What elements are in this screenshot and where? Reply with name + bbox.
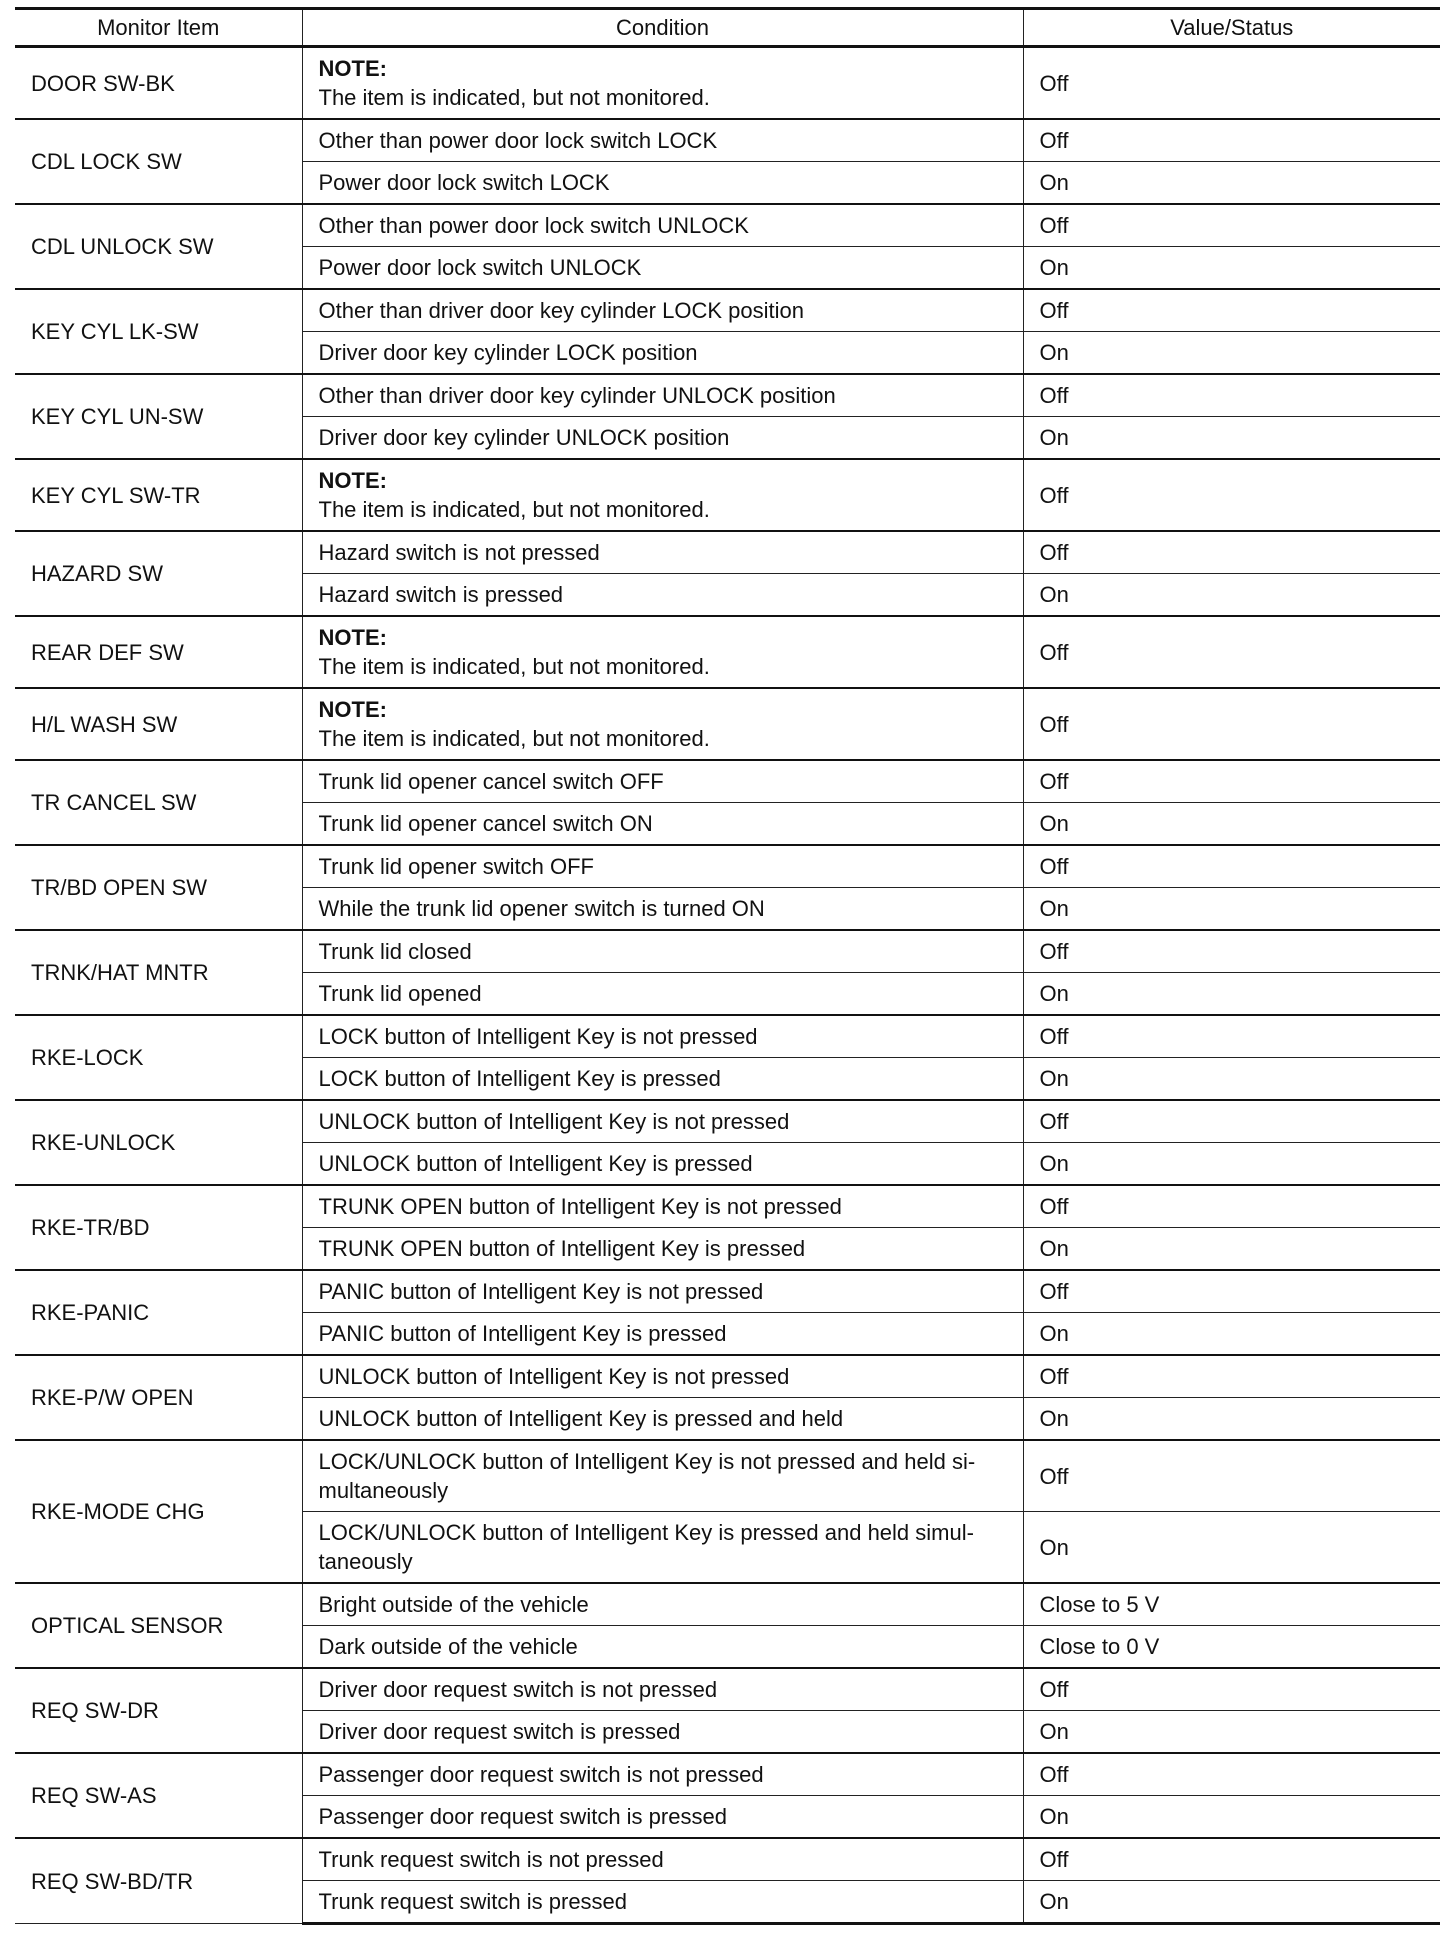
table-row [15, 1440, 1440, 1512]
value-status-cell: Off [1023, 760, 1440, 803]
value-status-cell: Close to 0 V [1023, 1626, 1440, 1669]
value-status-cell: Off [1023, 845, 1440, 888]
condition-cell [302, 204, 1023, 247]
table-body [15, 47, 1440, 1924]
condition-text: The item is indicated, but not monitored. [318, 654, 710, 679]
monitor-item-cell: KEY CYL SW-TR [15, 459, 302, 531]
condition-cell [302, 1143, 1023, 1186]
monitor-item-cell: RKE-TR/BD [15, 1185, 302, 1270]
value-status-cell: Off [1023, 688, 1440, 760]
table-row [15, 616, 1440, 688]
condition-text: Trunk lid opened [318, 981, 482, 1006]
table-row [15, 289, 1440, 332]
condition-cell [302, 247, 1023, 290]
monitor-item-cell: REQ SW-DR [15, 1668, 302, 1753]
table-row [15, 688, 1440, 760]
table-row [15, 1355, 1440, 1398]
monitor-item-cell: TRNK/HAT MNTR [15, 930, 302, 1015]
condition-cell [302, 417, 1023, 460]
condition-cell [302, 1626, 1023, 1669]
table-row [15, 1753, 1440, 1796]
condition-text: Hazard switch is not pressed [318, 540, 600, 565]
header-condition: Condition [302, 9, 1023, 47]
condition-cell [302, 119, 1023, 162]
header-monitor-item: Monitor Item [15, 9, 302, 47]
value-status-cell: Off [1023, 289, 1440, 332]
header-value-status: Value/Status [1023, 9, 1440, 47]
condition-text: Trunk request switch is pressed [318, 1889, 628, 1914]
condition-cell [302, 374, 1023, 417]
condition-text: Other than power door lock switch LOCK [318, 128, 718, 153]
monitor-item-cell: RKE-LOCK [15, 1015, 302, 1100]
table-header [15, 9, 1440, 47]
condition-text: Driver door key cylinder LOCK position [318, 340, 698, 365]
condition-cell [302, 1398, 1023, 1441]
condition-cell [302, 1838, 1023, 1881]
condition-cell [302, 1270, 1023, 1313]
condition-text: PANIC button of Intelligent Key is pressed [318, 1321, 727, 1346]
value-status-cell: Off [1023, 47, 1440, 120]
value-status-cell: Off [1023, 930, 1440, 973]
condition-cell [302, 531, 1023, 574]
value-status-cell: On [1023, 1881, 1440, 1924]
condition-text: Other than driver door key cylinder LOCK position [318, 298, 804, 323]
condition-cell [302, 930, 1023, 973]
condition-text: TRUNK OPEN button of Intelligent Key is not pressed [318, 1194, 842, 1219]
value-status-cell: Off [1023, 1100, 1440, 1143]
condition-text: UNLOCK button of Intelligent Key is not pressed [318, 1364, 790, 1389]
condition-cell [302, 1058, 1023, 1101]
monitor-item-cell: KEY CYL LK-SW [15, 289, 302, 374]
condition-cell [302, 459, 1023, 531]
value-status-cell: Off [1023, 1838, 1440, 1881]
value-status-cell: On [1023, 803, 1440, 846]
value-status-cell: On [1023, 973, 1440, 1016]
table-row [15, 930, 1440, 973]
value-status-cell: Close to 5 V [1023, 1583, 1440, 1626]
condition-cell [302, 1228, 1023, 1271]
value-status-cell: On [1023, 1058, 1440, 1101]
note-heading: NOTE: [318, 697, 387, 722]
monitor-item-cell: CDL UNLOCK SW [15, 204, 302, 289]
condition-text: LOCK/UNLOCK button of Intelligent Key is not pressed and held si-multaneously [318, 1449, 976, 1503]
value-status-cell: On [1023, 1398, 1440, 1441]
table-row [15, 374, 1440, 417]
table-row [15, 459, 1440, 531]
condition-text: UNLOCK button of Intelligent Key is pressed and held [318, 1406, 844, 1431]
value-status-cell: On [1023, 888, 1440, 931]
condition-text: Driver door request switch is pressed [318, 1719, 681, 1744]
condition-text: Power door lock switch LOCK [318, 170, 610, 195]
value-status-cell: Off [1023, 1270, 1440, 1313]
table-row [15, 1015, 1440, 1058]
value-status-cell: Off [1023, 374, 1440, 417]
monitor-item-cell: RKE-PANIC [15, 1270, 302, 1355]
value-status-cell: Off [1023, 459, 1440, 531]
table-row [15, 1270, 1440, 1313]
condition-text: LOCK button of Intelligent Key is not pressed [318, 1024, 758, 1049]
condition-cell [302, 1583, 1023, 1626]
monitor-item-table-container [15, 7, 1440, 1925]
condition-cell [302, 47, 1023, 120]
value-status-cell: Off [1023, 1668, 1440, 1711]
monitor-item-table [15, 7, 1440, 1925]
condition-cell [302, 1796, 1023, 1839]
condition-cell [302, 1512, 1023, 1584]
monitor-item-cell: RKE-P/W OPEN [15, 1355, 302, 1440]
condition-cell [302, 1440, 1023, 1512]
condition-text: PANIC button of Intelligent Key is not pressed [318, 1279, 764, 1304]
condition-text: TRUNK OPEN button of Intelligent Key is pressed [318, 1236, 806, 1261]
condition-text: Other than driver door key cylinder UNLOCK position [318, 383, 836, 408]
value-status-cell: Off [1023, 119, 1440, 162]
table-row [15, 1185, 1440, 1228]
condition-text: Passenger door request switch is pressed [318, 1804, 727, 1829]
condition-text: UNLOCK button of Intelligent Key is pressed [318, 1151, 753, 1176]
condition-text: Trunk lid opener cancel switch ON [318, 811, 653, 836]
condition-cell [302, 1185, 1023, 1228]
table-row [15, 1668, 1440, 1711]
value-status-cell: Off [1023, 1440, 1440, 1512]
value-status-cell: On [1023, 332, 1440, 375]
value-status-cell: On [1023, 247, 1440, 290]
value-status-cell: On [1023, 574, 1440, 617]
condition-text: Dark outside of the vehicle [318, 1634, 578, 1659]
value-status-cell: On [1023, 417, 1440, 460]
condition-cell [302, 803, 1023, 846]
value-status-cell: On [1023, 1143, 1440, 1186]
monitor-item-cell: CDL LOCK SW [15, 119, 302, 204]
table-row [15, 119, 1440, 162]
monitor-item-cell: REQ SW-BD/TR [15, 1838, 302, 1924]
table-row [15, 1100, 1440, 1143]
table-row [15, 204, 1440, 247]
condition-cell [302, 1881, 1023, 1924]
condition-text: Hazard switch is pressed [318, 582, 564, 607]
condition-cell [302, 973, 1023, 1016]
note-heading: NOTE: [318, 625, 387, 650]
note-heading: NOTE: [318, 468, 387, 493]
condition-cell [302, 1355, 1023, 1398]
condition-cell [302, 888, 1023, 931]
monitor-item-cell: TR/BD OPEN SW [15, 845, 302, 930]
condition-text: Trunk lid closed [318, 939, 472, 964]
condition-cell [302, 574, 1023, 617]
monitor-item-cell: REAR DEF SW [15, 616, 302, 688]
condition-cell [302, 1668, 1023, 1711]
condition-text: The item is indicated, but not monitored. [318, 85, 710, 110]
monitor-item-cell: HAZARD SW [15, 531, 302, 616]
condition-text: While the trunk lid opener switch is turned ON [318, 896, 765, 921]
condition-text: Power door lock switch UNLOCK [318, 255, 642, 280]
table-row [15, 1583, 1440, 1626]
table-row [15, 845, 1440, 888]
monitor-item-cell: H/L WASH SW [15, 688, 302, 760]
condition-cell [302, 332, 1023, 375]
value-status-cell: On [1023, 1512, 1440, 1584]
condition-text: Passenger door request switch is not pressed [318, 1762, 764, 1787]
condition-cell [302, 760, 1023, 803]
value-status-cell: Off [1023, 1753, 1440, 1796]
condition-text: The item is indicated, but not monitored. [318, 497, 710, 522]
condition-text: Trunk request switch is not pressed [318, 1847, 664, 1872]
value-status-cell: On [1023, 1711, 1440, 1754]
value-status-cell: On [1023, 1313, 1440, 1356]
table-row [15, 531, 1440, 574]
condition-text: LOCK button of Intelligent Key is pressed [318, 1066, 721, 1091]
value-status-cell: On [1023, 1796, 1440, 1839]
value-status-cell: Off [1023, 616, 1440, 688]
condition-text: Trunk lid opener cancel switch OFF [318, 769, 664, 794]
condition-text: LOCK/UNLOCK button of Intelligent Key is pressed and held simul-taneously [318, 1520, 974, 1574]
condition-cell [302, 1100, 1023, 1143]
monitor-item-cell: RKE-MODE CHG [15, 1440, 302, 1583]
header-row [15, 9, 1440, 47]
condition-cell [302, 616, 1023, 688]
condition-text: Driver door key cylinder UNLOCK position [318, 425, 730, 450]
condition-text: Trunk lid opener switch OFF [318, 854, 594, 879]
value-status-cell: Off [1023, 1015, 1440, 1058]
condition-cell [302, 1753, 1023, 1796]
monitor-item-cell: RKE-UNLOCK [15, 1100, 302, 1185]
condition-text: Driver door request switch is not pressed [318, 1677, 718, 1702]
condition-cell [302, 162, 1023, 205]
value-status-cell: Off [1023, 531, 1440, 574]
value-status-cell: On [1023, 1228, 1440, 1271]
condition-text: Bright outside of the vehicle [318, 1592, 589, 1617]
condition-cell [302, 688, 1023, 760]
condition-text: Other than power door lock switch UNLOCK [318, 213, 749, 238]
condition-cell [302, 1015, 1023, 1058]
condition-cell [302, 1711, 1023, 1754]
value-status-cell: On [1023, 162, 1440, 205]
note-heading: NOTE: [318, 56, 387, 81]
monitor-item-cell: KEY CYL UN-SW [15, 374, 302, 459]
table-row [15, 47, 1440, 120]
condition-cell [302, 1313, 1023, 1356]
monitor-item-cell: DOOR SW-BK [15, 47, 302, 120]
condition-text: UNLOCK button of Intelligent Key is not pressed [318, 1109, 790, 1134]
monitor-item-cell: OPTICAL SENSOR [15, 1583, 302, 1668]
condition-text: The item is indicated, but not monitored. [318, 726, 710, 751]
table-row [15, 760, 1440, 803]
value-status-cell: Off [1023, 204, 1440, 247]
table-row [15, 1838, 1440, 1881]
value-status-cell: Off [1023, 1185, 1440, 1228]
value-status-cell: Off [1023, 1355, 1440, 1398]
monitor-item-cell: TR CANCEL SW [15, 760, 302, 845]
monitor-item-cell: REQ SW-AS [15, 1753, 302, 1838]
condition-cell [302, 845, 1023, 888]
condition-cell [302, 289, 1023, 332]
